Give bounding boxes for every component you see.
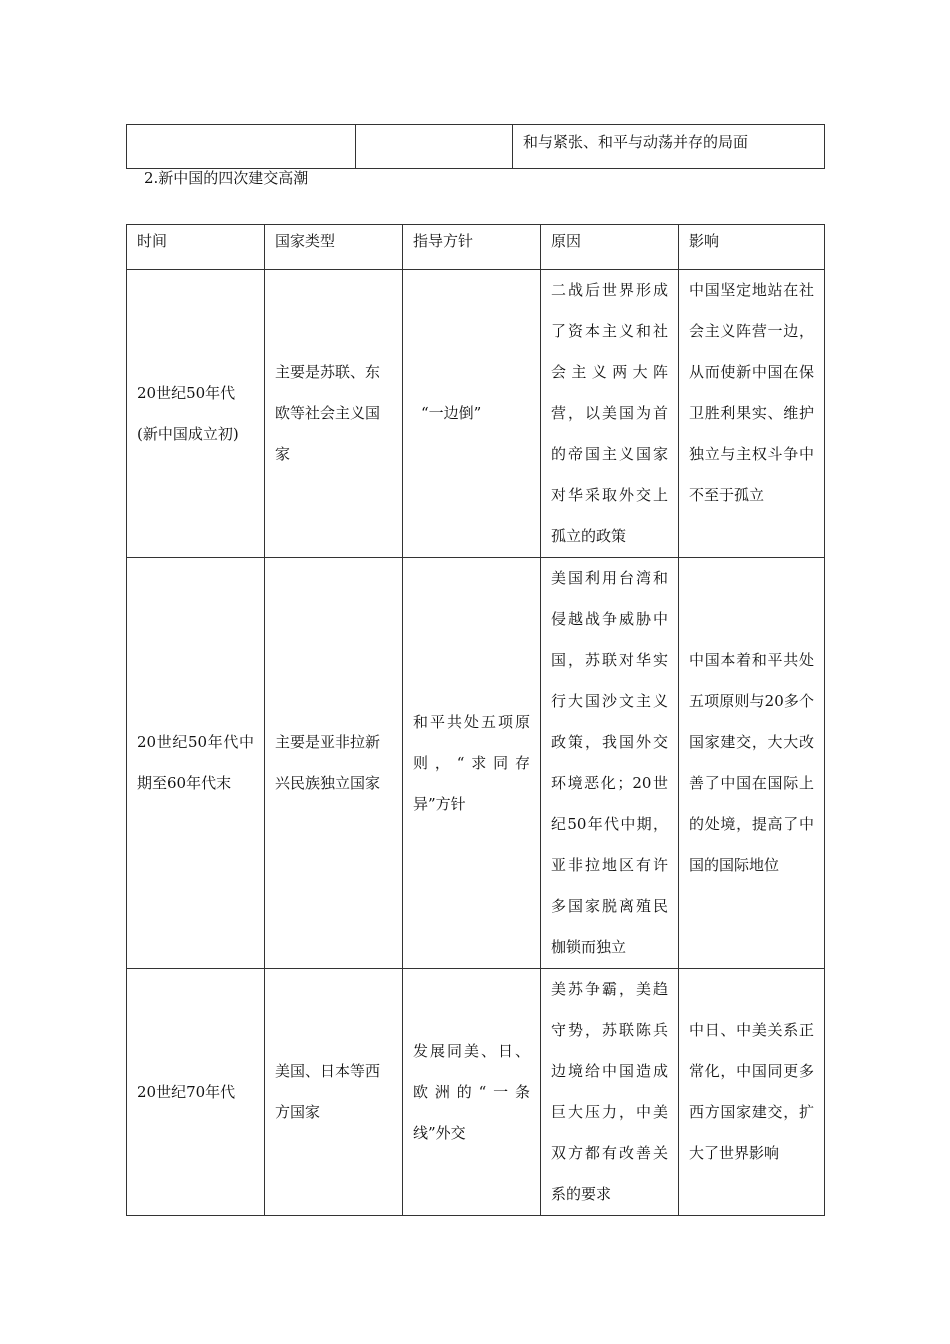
header-reason: 原因 bbox=[541, 225, 679, 270]
cell-reason: 二战后世界形成了资本主义和社会主义两大阵营，以美国为首的帝国主义国家对华采取外交上孤立的政策 bbox=[541, 270, 679, 558]
table-row bbox=[127, 125, 825, 169]
diplomacy-table bbox=[126, 224, 825, 1216]
cell-impact: 中国坚定地站在社会主义阵营一边，从而使新中国在保卫胜利果实、维护独立与主权斗争中不至于孤立 bbox=[679, 270, 825, 558]
table-header-row bbox=[127, 225, 825, 270]
cell-time: 20世纪70年代 bbox=[127, 969, 265, 1216]
cell-policy: 和平共处五项原则，“求同存异”方针 bbox=[403, 558, 541, 969]
cell-reason: 美国利用台湾和侵越战争威胁中国，苏联对华实行大国沙文主义政策，我国外交环境恶化；20世纪50年代中期，亚非拉地区有许多国家脱离殖民枷锁而独立 bbox=[541, 558, 679, 969]
section-title: 2.新中国的四次建交高潮 bbox=[144, 169, 309, 187]
table-cell: 和与紧张、和平与动荡并存的局面 bbox=[513, 125, 825, 169]
cell-country-type: 主要是亚非拉新兴民族独立国家 bbox=[265, 558, 403, 969]
table-row bbox=[127, 270, 825, 558]
table-cell bbox=[127, 125, 356, 169]
table-row bbox=[127, 558, 825, 969]
cell-country-type: 主要是苏联、东欧等社会主义国家 bbox=[265, 270, 403, 558]
header-country-type: 国家类型 bbox=[265, 225, 403, 270]
continuation-table bbox=[126, 124, 825, 169]
cell-reason: 美苏争霸，美趋守势，苏联陈兵边境给中国造成巨大压力，中美双方都有改善关系的要求 bbox=[541, 969, 679, 1216]
cell-impact: 中日、中美关系正常化，中国同更多西方国家建交，扩大了世界影响 bbox=[679, 969, 825, 1216]
cell-impact: 中国本着和平共处五项原则与20多个国家建交，大大改善了中国在国际上的处境，提高了中国的国际地位 bbox=[679, 558, 825, 969]
cell-country-type: 美国、日本等西方国家 bbox=[265, 969, 403, 1216]
cell-policy: “一边倒” bbox=[403, 270, 541, 558]
cell-time: 20世纪50年代(新中国成立初) bbox=[127, 270, 265, 558]
header-time: 时间 bbox=[127, 225, 265, 270]
header-policy: 指导方针 bbox=[403, 225, 541, 270]
header-impact: 影响 bbox=[679, 225, 825, 270]
table-row bbox=[127, 969, 825, 1216]
cell-time: 20世纪50年代中期至60年代末 bbox=[127, 558, 265, 969]
table-cell bbox=[356, 125, 513, 169]
cell-policy: 发展同美、日、欧洲的“一条线”外交 bbox=[403, 969, 541, 1216]
